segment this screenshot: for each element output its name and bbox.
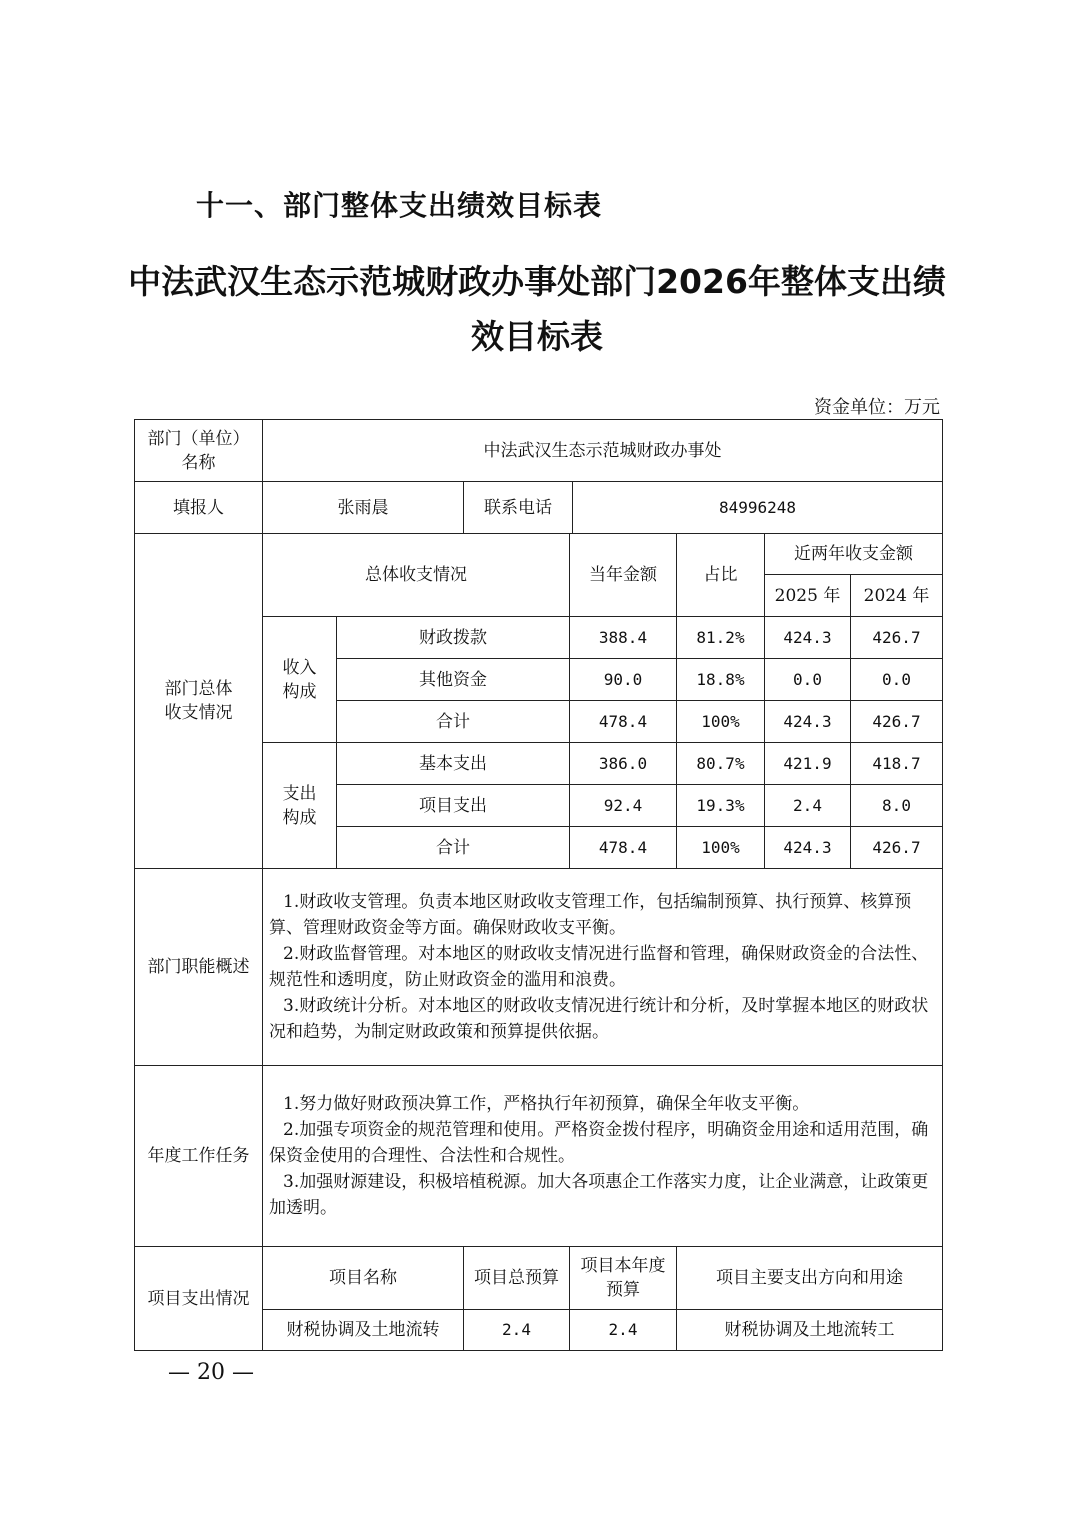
projects-header-year: 项目本年度 预算 [570, 1247, 677, 1310]
income-2025: 424.3 [765, 701, 851, 743]
expense-2025: 421.9 [765, 743, 851, 785]
overall-section-label: 部门总体 收支情况 [135, 534, 263, 869]
functions-label: 部门职能概述 [135, 869, 263, 1066]
income-ratio: 81.2% [677, 617, 765, 659]
income-current: 478.4 [570, 701, 677, 743]
tasks-label: 年度工作任务 [135, 1066, 263, 1247]
tasks-paragraph: 1.努力做好财政预决算工作，严格执行年初预算，确保全年收支平衡。 [283, 1094, 810, 1114]
expense-item: 合计 [337, 827, 570, 869]
expense-current: 386.0 [570, 743, 677, 785]
project-use: 财税协调及土地流转工 [677, 1310, 943, 1351]
overall-header-2024: 2024 年 [851, 575, 943, 617]
tasks-paragraph: 3.加强财源建设，积极培植税源。加大各项惠企工作落实力度，让企业满意，让政策更加透明。 [269, 1172, 929, 1218]
table-row [135, 482, 943, 534]
income-2024: 0.0 [851, 659, 943, 701]
expense-ratio: 100% [677, 827, 765, 869]
table-row [135, 1066, 943, 1247]
functions-content [263, 869, 943, 1066]
expense-2024: 418.7 [851, 743, 943, 785]
dept-name-label: 部门（单位） 名称 [135, 420, 263, 482]
tasks-content [263, 1066, 943, 1247]
functions-paragraph: 3.财政统计分析。对本地区的财政收支情况进行统计和分析，及时掌握本地区的财政状况和趋势，为制定财政政策和预算提供依据。 [269, 996, 929, 1042]
dept-name-value: 中法武汉生态示范城财政办事处 [263, 420, 943, 482]
expense-item: 项目支出 [337, 785, 570, 827]
income-item: 其他资金 [337, 659, 570, 701]
projects-header-use: 项目主要支出方向和用途 [677, 1247, 943, 1310]
phone-value: 84996248 [573, 482, 943, 534]
overall-header-current: 当年金额 [570, 534, 677, 617]
table-row [135, 420, 943, 482]
expense-2024: 8.0 [851, 785, 943, 827]
project-total: 2.4 [464, 1310, 570, 1351]
section-heading: 十一、部门整体支出绩效目标表 [196, 189, 603, 222]
page-number: — 20 — [168, 1360, 254, 1385]
expense-2024: 426.7 [851, 827, 943, 869]
functions-paragraph: 2.财政监督管理。对本地区的财政收支情况进行监督和管理，确保财政资金的合法性、规范性和透明度，防止财政资金的滥用和浪费。 [269, 944, 929, 990]
project-name: 财税协调及土地流转 [263, 1310, 464, 1351]
overall-header-2025: 2025 年 [765, 575, 851, 617]
currency-unit-note: 资金单位：万元 [814, 397, 940, 418]
expense-2025: 424.3 [765, 827, 851, 869]
table-row [135, 534, 943, 575]
expense-group-label: 支出 构成 [263, 743, 337, 869]
income-2024: 426.7 [851, 701, 943, 743]
expense-current: 92.4 [570, 785, 677, 827]
table-row [135, 869, 943, 1066]
income-ratio: 100% [677, 701, 765, 743]
overall-header-recent: 近两年收支金额 [765, 534, 943, 575]
income-current: 388.4 [570, 617, 677, 659]
income-group-label: 收入 构成 [263, 617, 337, 743]
table-row [135, 1247, 943, 1310]
phone-label: 联系电话 [464, 482, 573, 534]
document-title-line-2: 效目标表 [471, 317, 603, 356]
income-current: 90.0 [570, 659, 677, 701]
expense-ratio: 80.7% [677, 743, 765, 785]
reporter-value: 张雨晨 [263, 482, 464, 534]
performance-target-table [134, 419, 943, 1351]
functions-paragraph: 1.财政收支管理。负责本地区财政收支管理工作，包括编制预算、执行预算、核算预算、管理财政资金等方面。确保财政收支平衡。 [269, 892, 912, 938]
overall-header-ratio: 占比 [677, 534, 765, 617]
projects-label: 项目支出情况 [135, 1247, 263, 1351]
expense-current: 478.4 [570, 827, 677, 869]
tasks-paragraph: 2.加强专项资金的规范管理和使用。严格资金拨付程序，明确资金用途和适用范围，确保资金使用的合理性、合法性和合规性。 [269, 1120, 929, 1166]
projects-header-total: 项目总预算 [464, 1247, 570, 1310]
income-item: 财政拨款 [337, 617, 570, 659]
income-2025: 0.0 [765, 659, 851, 701]
document-title-line-1: 中法武汉生态示范城财政办事处部门2026年整体支出绩 [128, 262, 946, 301]
projects-header-name: 项目名称 [263, 1247, 464, 1310]
income-2025: 424.3 [765, 617, 851, 659]
reporter-label: 填报人 [135, 482, 263, 534]
project-year-budget: 2.4 [570, 1310, 677, 1351]
expense-item: 基本支出 [337, 743, 570, 785]
expense-2025: 2.4 [765, 785, 851, 827]
expense-ratio: 19.3% [677, 785, 765, 827]
overall-header-item: 总体收支情况 [263, 534, 570, 617]
income-2024: 426.7 [851, 617, 943, 659]
income-ratio: 18.8% [677, 659, 765, 701]
income-item: 合计 [337, 701, 570, 743]
